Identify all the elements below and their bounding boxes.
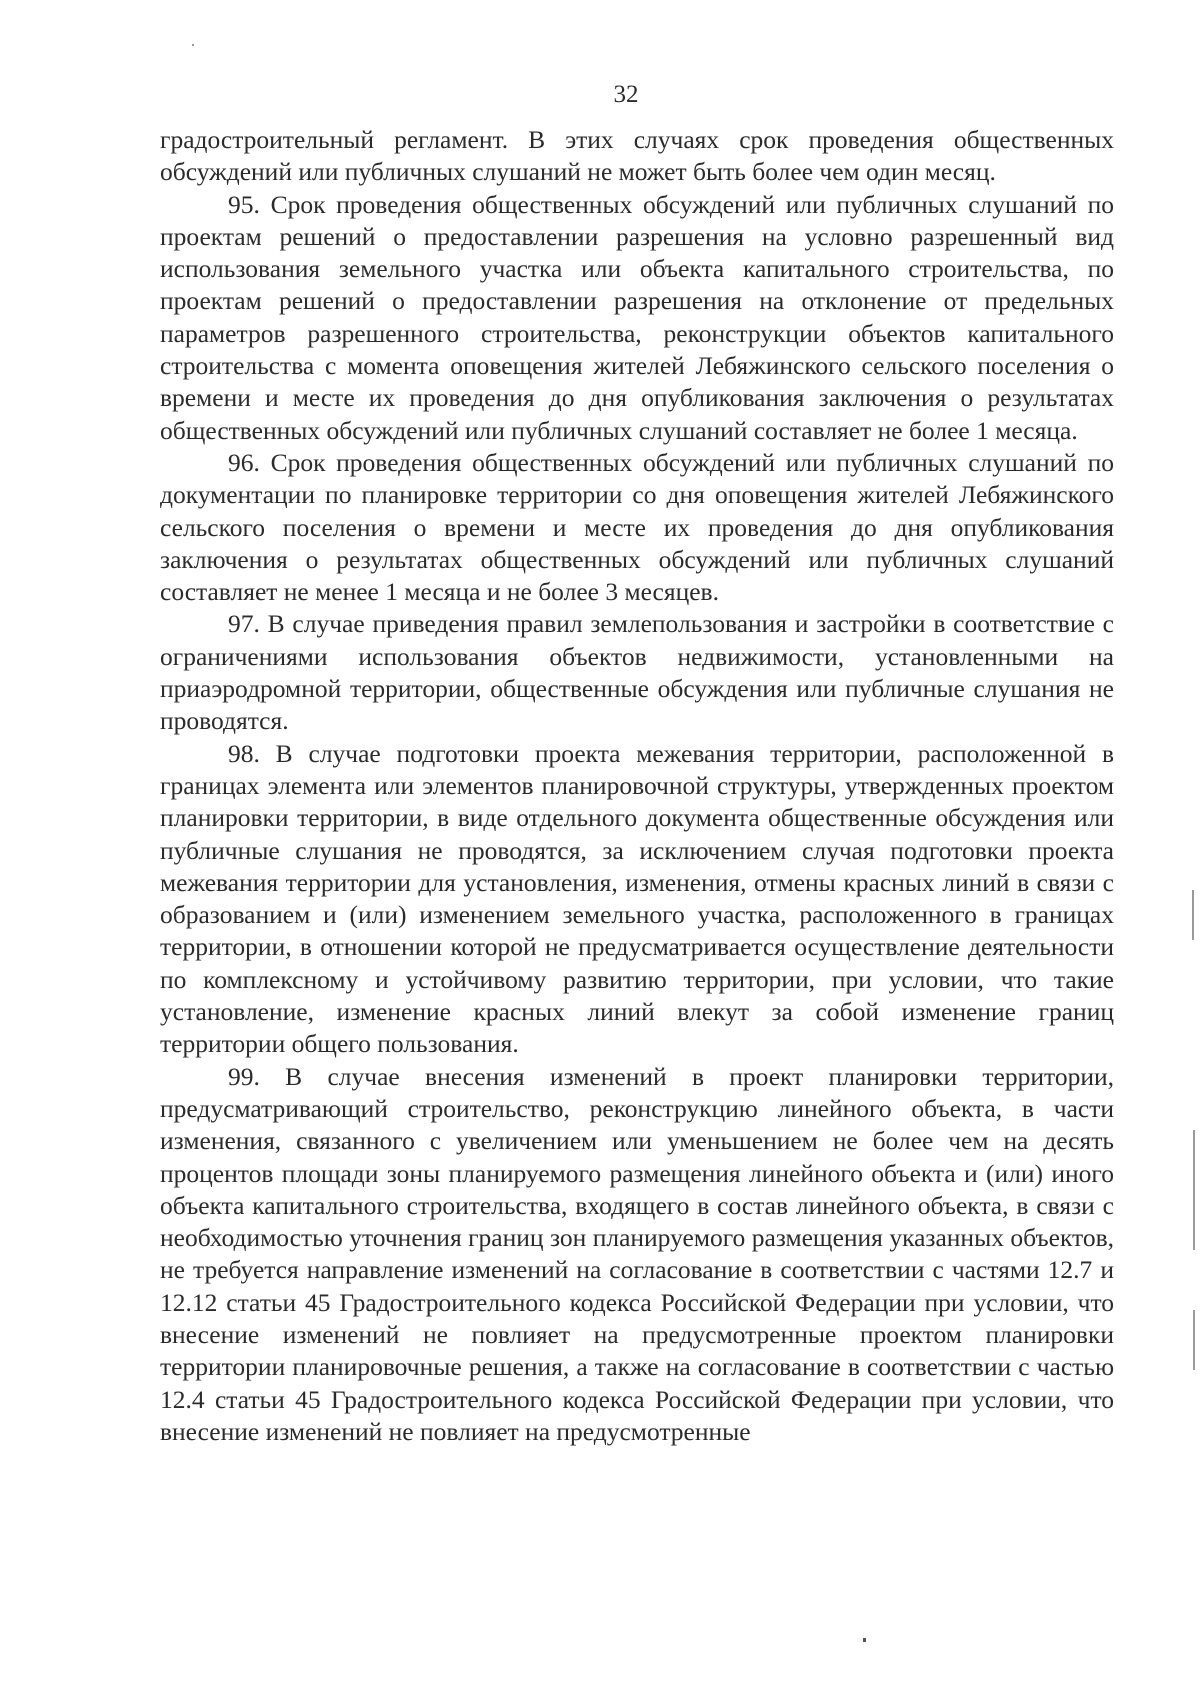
paragraph-96: 96. Срок проведения общественных обсуждений или публичных слушаний по документации по планировке территории со дня оповещения жителей Лебяжинского сельского поселения о времени и месте их проведения до дня опубликования заключения о результатах общественных обсуждений или публичных слушаний составляет не менее 1 месяца и не более 3 месяцев. [160, 447, 1114, 607]
scan-mark-right-3 [1193, 1310, 1195, 1370]
paragraph-95: 95. Срок проведения общественных обсуждений или публичных слушаний по проектам решений о предоставлении разрешения на условно разрешенный вид использования земельного участка или объекта капитального строительства, по проектам решений о предоставлении разрешения на отклонение от предельных параметров разрешенного строительства, реконструкции объектов капитального строительства с момента оповещения жителей Лебяжинского сельского поселения о времени и месте их проведения до дня опубликования заключения о результатах общественных обсуждений или публичных слушаний составляет не более 1 месяца. [160, 189, 1114, 445]
paragraph-continuation: градостроительный регламент. В этих случаях срок проведения общественных обсуждений или публичных слушаний не может быть более чем один месяц. [160, 125, 1114, 187]
scan-mark-bottom [863, 1638, 866, 1642]
paragraph-97: 97. В случае приведения правил землепользования и застройки в соответствие с ограничениями использования объектов недвижимости, установленными на приаэродромной территории, общественные обсуждения или публичные слушания не проводятся. [160, 609, 1114, 736]
paragraph-98: 98. В случае подготовки проекта межевания территории, расположенной в границах элемента или элементов планировочной структуры, утвержденных проектом планировки территории, в виде отдельного документа общественные обсуждения или публичные слушания не проводятся, за исключением случая подготовки проекта межевания территории для установления, изменения, отмены красных линий в связи с образованием и (или) изменением земельного участка, расположенного в границах территории, в отношении которой не предусматривается осуществление деятельности по комплексному и устойчивому развитию территории, при условии, что такие установление, изменение красных линий влекут за собой изменение границ территории общего пользования. [160, 738, 1114, 1059]
scan-mark-right-1 [1192, 890, 1194, 940]
document-body [160, 124, 1114, 1448]
scan-mark-right-2 [1193, 1130, 1195, 1250]
scan-mark-top-left [192, 44, 194, 46]
page-number: 32 [613, 81, 639, 108]
paragraph-99: 99. В случае внесения изменений в проект планировки территории, предусматривающий строительство, реконструкцию линейного объекта, в части изменения, связанного с увеличением или уменьшением не более чем на десять процентов площади зоны планируемого размещения линейного объекта и (или) иного объекта капитального строительства, входящего в состав линейного объекта, в связи с необходимостью уточнения границ зон планируемого размещения указанных объектов, не требуется направление изменений на согласование в соответствии с частями 12.7 и 12.12 статьи 45 Градостроительного кодекса Российской Федерации при условии, что внесение изменений не повлияет на предусмотренные проектом планировки территории планировочные решения, а также на согласование в соответствии с частью 12.4 статьи 45 Градостроительного кодекса Российской Федерации при условии, что внесение изменений не повлияет на предусмотренные [160, 1061, 1114, 1446]
